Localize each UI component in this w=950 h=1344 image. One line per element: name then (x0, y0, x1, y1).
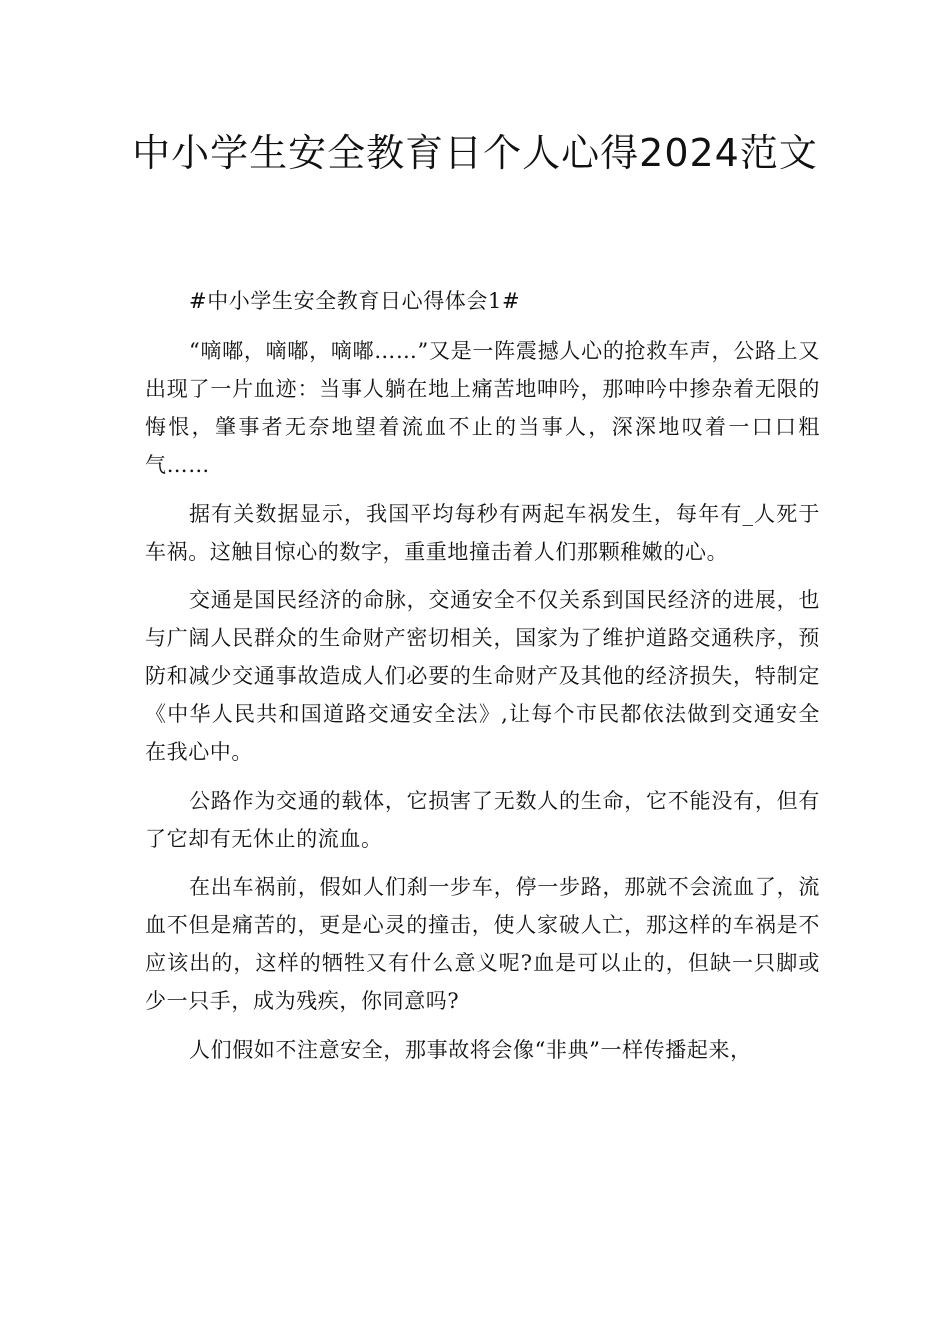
document-body (145, 282, 820, 1080)
paragraph: 公路作为交通的载体，它损害了无数人的生命，它不能没有，但有了它却有无休止的流血。 (145, 788, 820, 851)
paragraph: 在出车祸前，假如人们刹一步车，停一步路，那就不会流血了，流血不但是痛苦的，更是心灵的撞击，使人家破人亡，那这样的车祸是不应该出的，这样的牺牲又有什么意义呢?血是可以止的，但缺一只脚或少一只手，成为残疾，你同意吗? (145, 875, 820, 1014)
section-heading: #中小学生安全教育日心得体会1# (189, 289, 521, 313)
paragraph: “嘀嘟，嘀嘟，嘀嘟……”又是一阵震撼人心的抢救车声，公路上又出现了一片血迹：当事人躺在地上痛苦地呻吟，那呻吟中掺杂着无限的悔恨，肇事者无奈地望着流血不止的当事人，深深地叹着一口口粗气…… (145, 339, 820, 477)
paragraph: 人们假如不注意安全，那事故将会像“非典”一样传播起来， (189, 1037, 752, 1062)
paragraph: 据有关数据显示，我国平均每秒有两起车祸发生，每年有_人死于车祸。这触目惊心的数字，重重地撞击着人们那颗稚嫩的心。 (145, 501, 820, 564)
paragraph: 交通是国民经济的命脉，交通安全不仅关系到国民经济的进展，也与广阔人民群众的生命财产密切相关，国家为了维护道路交通秩序，预防和减少交通事故造成人们必要的生命财产及其他的经济损失，特制定《中华人民共和国道路交通安全法》,让每个市民都依法做到交通安全在我心中。 (145, 588, 820, 765)
document-title: 中小学生安全教育日个人心得2024范文 (132, 131, 818, 175)
